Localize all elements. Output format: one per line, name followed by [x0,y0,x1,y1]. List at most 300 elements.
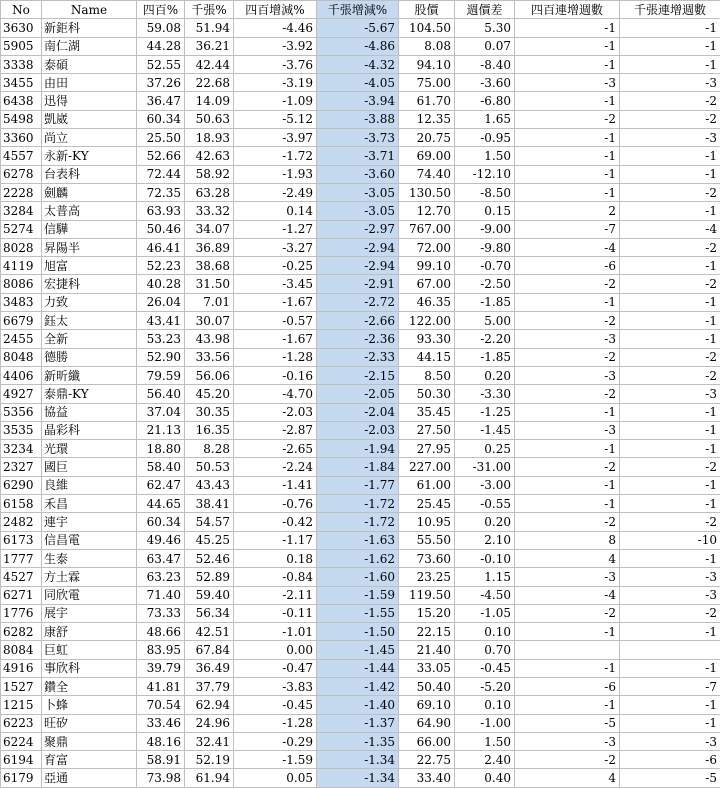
table-row[interactable] [1,403,720,421]
col-name-cell: 迅得 [42,92,137,110]
col-400-pct-cell: 46.41 [137,238,185,256]
table-row[interactable] [1,19,720,37]
table-row[interactable] [1,476,720,494]
col-name-cell: 鑽全 [42,677,137,695]
col-1000-change-cell: -2.36 [317,330,399,348]
col-no-cell: 3338 [1,55,42,73]
col-400-weeks-cell: -2 [515,604,620,622]
col-1000-change-cell: -1.35 [317,732,399,750]
table-row[interactable] [1,769,720,787]
table-row[interactable] [1,366,720,384]
col-400-change-cell: -1.27 [234,220,317,238]
col-1000-change-cell: -4.32 [317,55,399,73]
col-1000-pct-cell: 36.49 [185,659,234,677]
col-no-cell: 4406 [1,366,42,384]
col-price-cell: 73.60 [399,549,455,567]
col-1000-weeks-cell: -3 [620,732,720,750]
col-name-cell: 連宇 [42,513,137,531]
col-name-cell: 泰碩 [42,55,137,73]
col-400-weeks-cell: -1 [515,92,620,110]
col-1000-weeks-cell: -2 [620,348,720,366]
col-400-weeks-cell: -3 [515,568,620,586]
col-no-cell: 6158 [1,495,42,513]
col-400-change-cell: -3.27 [234,238,317,256]
header-row [1,1,720,19]
col-no-cell: 1777 [1,549,42,567]
col-1000-weeks-cell: -2 [620,275,720,293]
col-name-cell: 鈺太 [42,312,137,330]
col-week-diff-cell: 0.10 [455,623,515,641]
col-1000-change-cell: -3.88 [317,110,399,128]
col-400-change-cell: -1.41 [234,476,317,494]
col-1000-weeks-cell: -1 [620,714,720,732]
col-400-weeks-cell: -1 [515,147,620,165]
col-400-change-cell: -1.09 [234,92,317,110]
col-400-weeks-cell: -1 [515,476,620,494]
col-400-weeks-cell [515,641,620,659]
col-1000-pct-cell: 42.63 [185,147,234,165]
col-price-cell: 119.50 [399,586,455,604]
col-week-diff-cell: 1.15 [455,568,515,586]
col-name-cell: 國巨 [42,458,137,476]
col-1000-pct-cell: 45.25 [185,531,234,549]
table-row[interactable] [1,92,720,110]
col-name-cell: 力致 [42,293,137,311]
col-400-pct-cell: 50.46 [137,220,185,238]
table-row[interactable] [1,751,720,769]
col-1000-pct-cell: 45.20 [185,385,234,403]
col-1000-pct-cell: 52.46 [185,549,234,567]
col-1000-change-cell: -2.97 [317,220,399,238]
col-no-cell: 3535 [1,421,42,439]
col-price-cell: 104.50 [399,19,455,37]
col-400-change-cell: -0.16 [234,366,317,384]
col-price-cell: 27.50 [399,421,455,439]
table-row[interactable] [1,110,720,128]
col-400-change-cell: 0.05 [234,769,317,787]
col-1000-change-cell: -1.42 [317,677,399,695]
col-no-cell: 8084 [1,641,42,659]
col-1000-pct-cell: 59.40 [185,586,234,604]
col-400-pct-cell: 52.55 [137,55,185,73]
col-1000-change-cell: -1.50 [317,623,399,641]
col-400-weeks-cell: -6 [515,677,620,695]
col-1000-weeks-cell: -2 [620,92,720,110]
col-400-change-header[interactable]: 四百增減% [234,1,317,19]
col-400-pct-header[interactable]: 四百% [137,1,185,19]
col-1000-weeks-cell: -2 [620,110,720,128]
table-row[interactable] [1,147,720,165]
col-price-cell: 33.40 [399,769,455,787]
col-price-cell: 69.10 [399,696,455,714]
col-week-diff-cell: -0.95 [455,129,515,147]
table-row[interactable] [1,202,720,220]
col-price-cell: 64.90 [399,714,455,732]
col-400-change-cell: -1.67 [234,293,317,311]
col-400-change-cell: -2.03 [234,403,317,421]
col-400-pct-cell: 59.08 [137,19,185,37]
col-no-cell: 3360 [1,129,42,147]
col-no-cell: 6223 [1,714,42,732]
col-name-header[interactable]: Name [42,1,137,19]
table-row[interactable] [1,714,720,732]
col-1000-weeks-header[interactable]: 千張連增週數 [620,1,720,19]
col-week-diff-cell: -8.40 [455,55,515,73]
col-1000-pct-cell: 22.68 [185,74,234,92]
col-no-cell: 4927 [1,385,42,403]
col-no-header[interactable]: No [1,1,42,19]
col-1000-weeks-cell: -2 [620,238,720,256]
col-price-cell: 46.35 [399,293,455,311]
col-400-weeks-cell: -2 [515,275,620,293]
col-1000-change-cell: -3.73 [317,129,399,147]
col-1000-weeks-cell: -1 [620,37,720,55]
col-400-weeks-cell: -3 [515,366,620,384]
col-name-cell: 巨虹 [42,641,137,659]
col-400-change-cell: -2.11 [234,586,317,604]
col-price-cell: 75.00 [399,74,455,92]
col-1000-change-cell: -1.40 [317,696,399,714]
col-week-diff-cell: -1.00 [455,714,515,732]
col-1000-weeks-cell: -7 [620,677,720,695]
col-price-cell: 50.40 [399,677,455,695]
col-1000-weeks-cell: -2 [620,183,720,201]
col-week-diff-cell: -2.20 [455,330,515,348]
col-name-cell: 新鉅科 [42,19,137,37]
col-400-pct-cell: 44.28 [137,37,185,55]
col-week-diff-cell: 0.40 [455,769,515,787]
col-1000-change-cell: -1.84 [317,458,399,476]
col-1000-weeks-cell: -4 [620,220,720,238]
col-400-pct-cell: 40.28 [137,275,185,293]
table-row[interactable] [1,330,720,348]
col-400-change-cell: -1.01 [234,623,317,641]
col-1000-pct-cell: 51.94 [185,19,234,37]
col-1000-change-cell: -5.67 [317,19,399,37]
table-row[interactable] [1,312,720,330]
table-row[interactable] [1,37,720,55]
col-week-diff-cell: -1.45 [455,421,515,439]
col-400-weeks-cell: -1 [515,659,620,677]
col-400-change-cell: -0.47 [234,659,317,677]
col-400-change-cell: -1.67 [234,330,317,348]
col-400-change-cell: -4.46 [234,19,317,37]
col-1000-pct-cell: 42.44 [185,55,234,73]
col-1000-change-cell: -1.45 [317,641,399,659]
col-1000-weeks-cell: -2 [620,513,720,531]
col-week-diff-cell: -4.50 [455,586,515,604]
col-week-diff-cell: 0.20 [455,513,515,531]
col-1000-weeks-cell: -1 [620,476,720,494]
col-1000-pct-header[interactable]: 千張% [185,1,234,19]
col-400-weeks-cell: -2 [515,385,620,403]
col-400-weeks-cell: -1 [515,495,620,513]
col-400-weeks-cell: -2 [515,312,620,330]
table-row[interactable] [1,183,720,201]
col-1000-change-cell: -2.72 [317,293,399,311]
col-400-change-cell: -2.65 [234,440,317,458]
col-no-cell: 6173 [1,531,42,549]
col-1000-change-cell: -3.05 [317,183,399,201]
col-price-cell: 767.00 [399,220,455,238]
table-body [1,19,720,787]
col-price-cell: 22.15 [399,623,455,641]
table-row[interactable] [1,275,720,293]
col-no-cell: 6194 [1,751,42,769]
col-1000-pct-cell: 50.53 [185,458,234,476]
col-400-pct-cell: 48.16 [137,732,185,750]
col-1000-change-cell: -1.60 [317,568,399,586]
col-400-weeks-cell: -4 [515,586,620,604]
col-1000-weeks-cell: -1 [620,165,720,183]
table-row[interactable] [1,568,720,586]
col-400-pct-cell: 33.46 [137,714,185,732]
col-1000-change-cell: -1.94 [317,440,399,458]
col-400-pct-cell: 25.50 [137,129,185,147]
col-week-diff-cell: -3.00 [455,476,515,494]
col-1000-change-cell: -3.60 [317,165,399,183]
col-name-cell: 南仁湖 [42,37,137,55]
col-1000-pct-cell: 34.07 [185,220,234,238]
col-1000-change-cell: -1.34 [317,769,399,787]
col-price-cell: 15.20 [399,604,455,622]
col-1000-weeks-cell: -5 [620,769,720,787]
col-400-change-cell: -3.92 [234,37,317,55]
col-400-pct-cell: 18.80 [137,440,185,458]
col-1000-weeks-cell: -1 [620,696,720,714]
col-400-weeks-cell: -4 [515,238,620,256]
col-1000-weeks-cell: -2 [620,366,720,384]
col-1000-change-cell: -2.03 [317,421,399,439]
col-no-cell: 5356 [1,403,42,421]
col-400-pct-cell: 63.47 [137,549,185,567]
col-400-weeks-cell: -1 [515,696,620,714]
col-week-diff-cell: -8.50 [455,183,515,201]
col-1000-pct-cell: 61.94 [185,769,234,787]
table-row[interactable] [1,604,720,622]
col-name-cell: 台表科 [42,165,137,183]
col-400-weeks-cell: -2 [515,348,620,366]
table-row[interactable] [1,458,720,476]
col-400-pct-cell: 53.23 [137,330,185,348]
col-name-cell: 生泰 [42,549,137,567]
col-no-cell: 3284 [1,202,42,220]
table-row[interactable] [1,732,720,750]
table-row[interactable] [1,385,720,403]
table-row[interactable] [1,220,720,238]
table-row[interactable] [1,440,720,458]
col-1000-pct-cell: 42.51 [185,623,234,641]
col-1000-pct-cell: 30.35 [185,403,234,421]
table-row[interactable] [1,549,720,567]
col-name-cell: 康舒 [42,623,137,641]
col-400-pct-cell: 37.04 [137,403,185,421]
table-row[interactable] [1,696,720,714]
col-1000-weeks-cell: -1 [620,440,720,458]
col-week-diff-cell: 1.65 [455,110,515,128]
col-400-change-cell: 0.18 [234,549,317,567]
col-1000-weeks-cell: -1 [620,312,720,330]
table-row[interactable] [1,293,720,311]
col-400-change-cell: -4.70 [234,385,317,403]
col-1000-weeks-cell: -2 [620,458,720,476]
col-1000-change-cell: -1.63 [317,531,399,549]
col-400-change-cell: -3.83 [234,677,317,695]
col-no-cell: 4916 [1,659,42,677]
col-price-cell: 33.05 [399,659,455,677]
table-row[interactable] [1,421,720,439]
col-no-cell: 3630 [1,19,42,37]
col-no-cell: 6282 [1,623,42,641]
col-price-cell: 12.35 [399,110,455,128]
col-400-pct-cell: 56.40 [137,385,185,403]
table-row[interactable] [1,129,720,147]
col-name-cell: 禾昌 [42,495,137,513]
table-row[interactable] [1,348,720,366]
col-name-cell: 卜蜂 [42,696,137,714]
col-price-cell: 227.00 [399,458,455,476]
col-week-diff-cell: 5.30 [455,19,515,37]
col-price-cell: 67.00 [399,275,455,293]
col-no-cell: 4557 [1,147,42,165]
col-400-pct-cell: 60.34 [137,513,185,531]
table-row[interactable] [1,641,720,659]
col-400-pct-cell: 26.04 [137,293,185,311]
col-400-change-cell: -1.59 [234,751,317,769]
col-no-cell: 2327 [1,458,42,476]
col-week-diff-cell: -0.45 [455,659,515,677]
col-1000-change-cell: -1.37 [317,714,399,732]
col-400-weeks-cell: -1 [515,293,620,311]
col-1000-pct-cell: 32.41 [185,732,234,750]
col-no-cell: 5905 [1,37,42,55]
table-row[interactable] [1,659,720,677]
col-1000-weeks-cell: -3 [620,74,720,92]
col-1000-weeks-cell: -2 [620,604,720,622]
col-1000-pct-cell: 56.06 [185,366,234,384]
table-row[interactable] [1,495,720,513]
col-400-change-cell: -2.87 [234,421,317,439]
col-400-pct-cell: 37.26 [137,74,185,92]
col-week-diff-header[interactable]: 週價差 [455,1,515,19]
col-price-cell: 23.25 [399,568,455,586]
col-name-cell: 晶彩科 [42,421,137,439]
col-1000-change-cell: -2.15 [317,366,399,384]
col-price-cell: 99.10 [399,257,455,275]
col-name-cell: 由田 [42,74,137,92]
table-row[interactable] [1,55,720,73]
table-row[interactable] [1,677,720,695]
table-row[interactable] [1,531,720,549]
col-400-pct-cell: 71.40 [137,586,185,604]
table-row[interactable] [1,586,720,604]
col-400-change-cell: -1.93 [234,165,317,183]
col-400-weeks-header[interactable]: 四百連增週數 [515,1,620,19]
col-1000-change-header[interactable]: 千張增減% [317,1,399,19]
col-400-pct-cell: 58.91 [137,751,185,769]
col-week-diff-cell: 2.10 [455,531,515,549]
col-1000-pct-cell: 18.93 [185,129,234,147]
col-price-header[interactable]: 股價 [399,1,455,19]
col-name-cell: 泰鼎-KY [42,385,137,403]
col-400-weeks-cell: -1 [515,183,620,201]
col-price-cell: 22.75 [399,751,455,769]
col-400-pct-cell: 72.44 [137,165,185,183]
col-1000-change-cell: -2.94 [317,238,399,256]
col-week-diff-cell: 0.70 [455,641,515,659]
col-400-weeks-cell: -1 [515,19,620,37]
col-name-cell: 旺矽 [42,714,137,732]
col-400-pct-cell: 83.95 [137,641,185,659]
col-1000-pct-cell: 56.34 [185,604,234,622]
col-week-diff-cell: 1.50 [455,732,515,750]
col-400-change-cell: -1.28 [234,348,317,366]
col-400-change-cell: -0.57 [234,312,317,330]
table-row[interactable] [1,238,720,256]
col-1000-change-cell: -1.72 [317,495,399,513]
col-week-diff-cell: -2.50 [455,275,515,293]
col-400-change-cell: -5.12 [234,110,317,128]
col-400-weeks-cell: -1 [515,440,620,458]
col-1000-pct-cell: 36.21 [185,37,234,55]
col-1000-weeks-cell: -3 [620,385,720,403]
col-1000-weeks-cell: -1 [620,659,720,677]
col-1000-pct-cell: 38.68 [185,257,234,275]
col-400-pct-cell: 73.33 [137,604,185,622]
col-400-weeks-cell: -1 [515,623,620,641]
col-1000-pct-cell: 38.41 [185,495,234,513]
col-400-weeks-cell: 2 [515,202,620,220]
table-row[interactable] [1,513,720,531]
col-name-cell: 展宇 [42,604,137,622]
col-400-weeks-cell: -3 [515,732,620,750]
col-price-cell: 27.95 [399,440,455,458]
col-400-weeks-cell: -1 [515,165,620,183]
col-week-diff-cell: -1.25 [455,403,515,421]
col-week-diff-cell: 1.50 [455,147,515,165]
table-row[interactable] [1,74,720,92]
col-400-weeks-cell: 4 [515,769,620,787]
col-name-cell: 劍麟 [42,183,137,201]
col-name-cell: 同欣電 [42,586,137,604]
col-1000-weeks-cell: -3 [620,129,720,147]
col-1000-weeks-cell: -1 [620,421,720,439]
col-week-diff-cell: -1.05 [455,604,515,622]
col-price-cell: 69.00 [399,147,455,165]
col-week-diff-cell: -1.85 [455,293,515,311]
col-no-cell: 5498 [1,110,42,128]
col-1000-pct-cell: 7.01 [185,293,234,311]
col-1000-change-cell: -3.05 [317,202,399,220]
col-1000-change-cell: -2.33 [317,348,399,366]
col-400-weeks-cell: -2 [515,458,620,476]
col-1000-change-cell: -1.77 [317,476,399,494]
table-row[interactable] [1,623,720,641]
col-1000-change-cell: -1.55 [317,604,399,622]
table-row[interactable] [1,257,720,275]
col-1000-pct-cell: 36.89 [185,238,234,256]
col-1000-pct-cell: 31.50 [185,275,234,293]
col-400-weeks-cell: -2 [515,110,620,128]
col-400-change-cell: -0.45 [234,696,317,714]
table-row[interactable] [1,165,720,183]
col-400-pct-cell: 73.98 [137,769,185,787]
col-400-pct-cell: 41.81 [137,677,185,695]
col-1000-change-cell: -1.34 [317,751,399,769]
col-1000-change-cell: -2.04 [317,403,399,421]
col-name-cell: 凱崴 [42,110,137,128]
col-name-cell: 永新-KY [42,147,137,165]
